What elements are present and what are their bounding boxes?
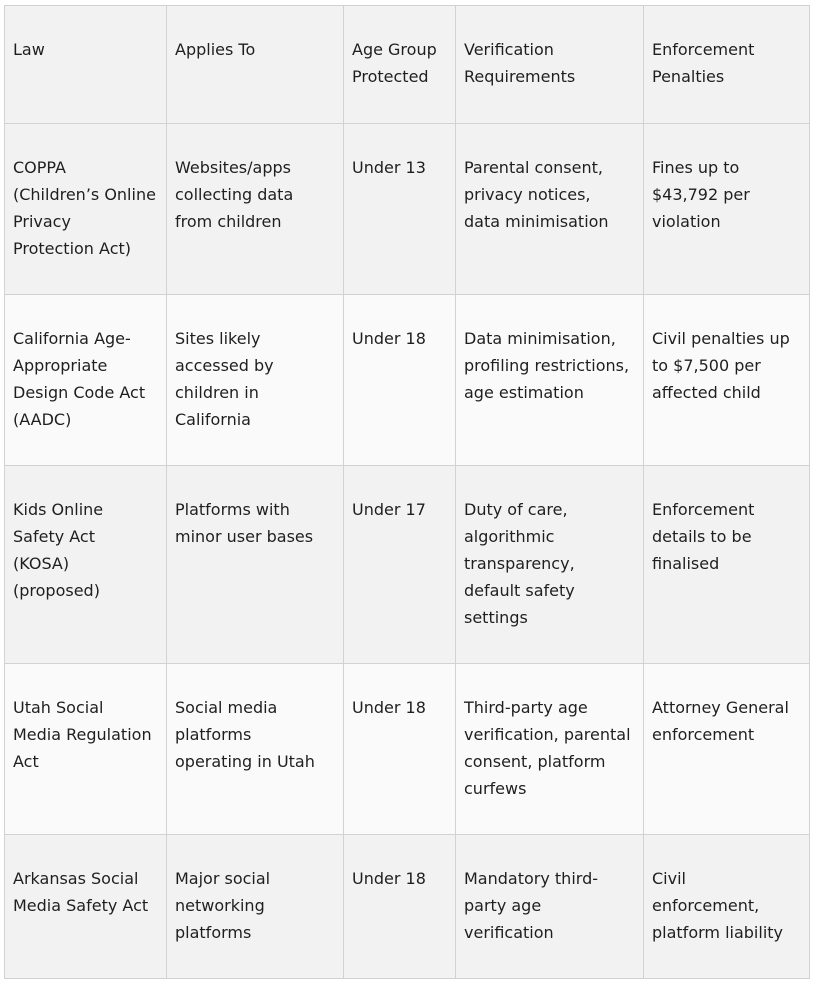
cell-text: Social media platforms operating in Utah — [175, 698, 315, 771]
table-cell — [344, 835, 456, 979]
cell-text: Parental consent, privacy notices, data minimisation — [464, 158, 609, 231]
table-cell — [167, 124, 344, 295]
cell-text: COPPA (Children’s Online Privacy Protection Act) — [13, 158, 156, 258]
cell-text: Utah Social Media Regulation Act — [13, 698, 152, 771]
table-cell — [644, 295, 810, 466]
table-cell — [644, 124, 810, 295]
cell-text: Third-party age verification, parental consent, platform curfews — [464, 698, 631, 798]
table-cell — [5, 466, 167, 664]
cell-text: Platforms with minor user bases — [175, 500, 314, 546]
header-cell-applies-to — [167, 6, 344, 124]
table-header-row — [5, 6, 810, 124]
table-cell — [344, 295, 456, 466]
table-cell — [456, 835, 644, 979]
cell-text: California Age- Appropriate Design Code Act (AADC) — [13, 329, 146, 429]
cell-text: Enforcement details to be finalised — [652, 500, 755, 573]
cell-text: Attorney General enforcement — [652, 698, 789, 744]
table-cell — [167, 466, 344, 664]
table-cell — [344, 124, 456, 295]
cell-text: Duty of care, algorithmic transparency, default safety settings — [464, 500, 575, 627]
table-cell — [456, 466, 644, 664]
table-cell — [5, 295, 167, 466]
table-row — [5, 295, 810, 466]
cell-text: Under 17 — [352, 500, 426, 519]
header-cell-age-group — [344, 6, 456, 124]
laws-comparison-table — [4, 5, 810, 979]
table-row — [5, 835, 810, 979]
table-cell — [344, 466, 456, 664]
table-cell — [456, 124, 644, 295]
table-cell — [5, 124, 167, 295]
cell-text: Websites/apps collecting data from children — [175, 158, 294, 231]
cell-text: Major social networking platforms — [175, 869, 271, 942]
table-cell — [5, 835, 167, 979]
header-cell-law — [5, 6, 167, 124]
cell-text: Civil enforcement, platform liability — [652, 869, 783, 942]
table-cell — [167, 835, 344, 979]
table-row — [5, 466, 810, 664]
header-label: Age Group Protected — [352, 40, 437, 86]
table-cell — [167, 664, 344, 835]
header-label: Verification Requirements — [464, 40, 576, 86]
table-cell — [167, 295, 344, 466]
header-cell-verification — [456, 6, 644, 124]
table-cell — [456, 295, 644, 466]
table-cell — [644, 835, 810, 979]
cell-text: Under 18 — [352, 869, 426, 888]
cell-text: Fines up to $43,792 per violation — [652, 158, 750, 231]
table-row — [5, 124, 810, 295]
cell-text: Arkansas Social Media Safety Act — [13, 869, 149, 915]
table-cell — [456, 664, 644, 835]
table-cell — [644, 664, 810, 835]
table-cell — [5, 664, 167, 835]
header-label: Applies To — [175, 40, 256, 59]
cell-text: Under 13 — [352, 158, 426, 177]
cell-text: Under 18 — [352, 329, 426, 348]
header-label: Law — [13, 40, 45, 59]
cell-text: Under 18 — [352, 698, 426, 717]
table-cell — [644, 466, 810, 664]
cell-text: Sites likely accessed by children in California — [175, 329, 274, 429]
cell-text: Mandatory third- party age verification — [464, 869, 598, 942]
cell-text: Civil penalties up to $7,500 per affected child — [652, 329, 790, 402]
table-row — [5, 664, 810, 835]
cell-text: Kids Online Safety Act (KOSA) (proposed) — [13, 500, 104, 600]
header-label: Enforcement Penalties — [652, 40, 755, 86]
cell-text: Data minimisation, profiling restrictions, age estimation — [464, 329, 630, 402]
table-cell — [344, 664, 456, 835]
header-cell-enforcement — [644, 6, 810, 124]
